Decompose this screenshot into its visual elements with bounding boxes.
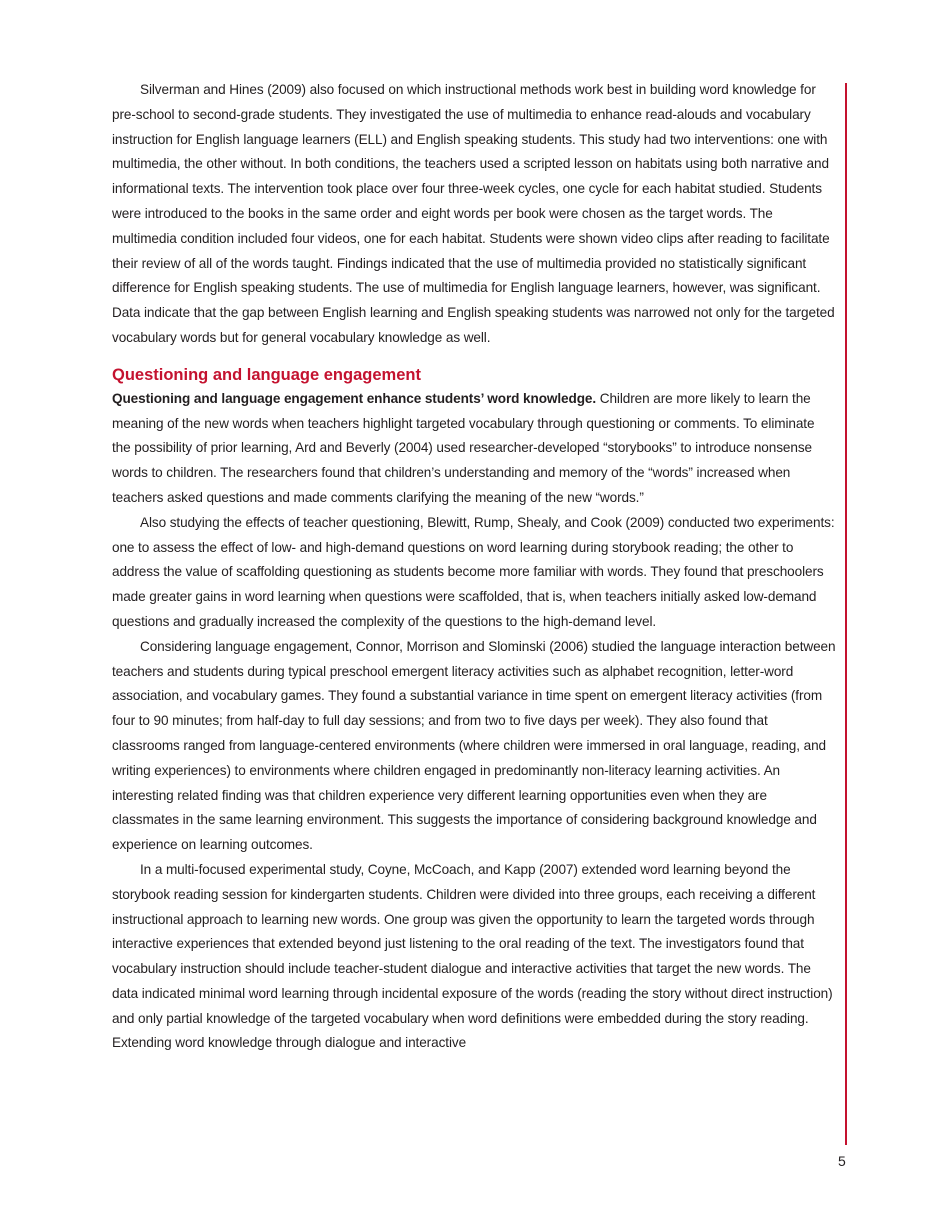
page-number: 5 <box>838 1153 846 1169</box>
page-content <box>112 78 836 1056</box>
margin-rule <box>845 83 847 1145</box>
body-paragraph-coyne: In a multi-focused experimental study, Coyne, McCoach, and Kapp (2007) extended word learning beyond the storybook reading session for kindergarten students. Children were divided into three groups, each receiving a different instructional approach to learning new words. One group was given the opportunity to learn the targeted words through interactive experiences that extended beyond just listening to the oral reading of the text. The investigators found that vocabulary instruction should include teacher-student dialogue and interactive activities that target the new words. The data indicated minimal word learning through incidental exposure of the words (reading the story without direct instruction) and only partial knowledge of the targeted vocabulary when word definitions were embedded during the story reading. Extending word knowledge through dialogue and interactive <box>112 861 833 1051</box>
body-paragraph-blewitt: Also studying the effects of teacher questioning, Blewitt, Rump, Shealy, and Cook (2009) conducted two experiments: one to assess the effect of low- and high-demand questions on word learning during storybook reading; the other to address the value of scaffolding questioning as students become more familiar with words. They found that preschoolers made greater gains in word learning when questions were scaffolded, that is, when teachers initially asked low-demand questions and gradually increased the complexity of the questions to the high-demand level. <box>112 514 835 629</box>
section-heading: Questioning and language engagement <box>112 365 421 384</box>
lead-sentence-bold: Questioning and language engagement enhance students’ word knowledge. <box>112 390 597 406</box>
body-paragraph-silverman: Silverman and Hines (2009) also focused on which instructional methods work best in building word knowledge for pre-school to second-grade students. They investigated the use of multimedia to enhance read-alouds and vocabulary instruction for English language learners (ELL) and English speaking students. This study had two interventions: one with multimedia, the other without. In both conditions, the teachers used a scripted lesson on habitats using both narrative and informational texts. The intervention took place over four three-week cycles, one cycle for each habitat studied. Students were introduced to the books in the same order and eight words per book were chosen as the target words. The multimedia condition included four videos, one for each habitat. Students were shown video clips after reading to facilitate their review of all of the words taught. Findings indicated that the use of multimedia provided no statistically significant difference for English speaking students. The use of multimedia for English language learners, however, was significant. Data indicate that the gap between English learning and English speaking students was narrowed not only for the targeted vocabulary words but for general vocabulary knowledge as well. <box>112 82 835 345</box>
lead-paragraph-text: Children are more likely to learn the meaning of the new words when teachers highlight targeted vocabulary through questioning or comments. To eliminate the possibility of prior learning, Ard and Beverly (2004) used researcher-developed “storybooks” to introduce nonsense words to children. The researchers found that children’s understanding and memory of the “words” increased when teachers asked questions and made comments clarifying the meaning of the new “words.” <box>112 390 815 505</box>
body-paragraph-ard-beverly <box>112 387 836 511</box>
body-paragraph-connor: Considering language engagement, Connor, Morrison and Slominski (2006) studied the language interaction between teachers and students during typical preschool emergent literacy activities such as alphabet recognition, letter-word association, and vocabulary games. They found a substantial variance in time spent on emergent literacy activities (from four to 90 minutes; from half-day to full day sessions; and from two to five days per week). They also found that classrooms ranged from language-centered environments (where children were immersed in oral language, reading, and writing experiences) to environments where children engaged in predominantly non-literacy learning activities. An interesting related finding was that children experience very different learning opportunities even when they are classmates in the same learning environment. This suggests the importance of considering background knowledge and experience on learning outcomes. <box>112 638 836 853</box>
